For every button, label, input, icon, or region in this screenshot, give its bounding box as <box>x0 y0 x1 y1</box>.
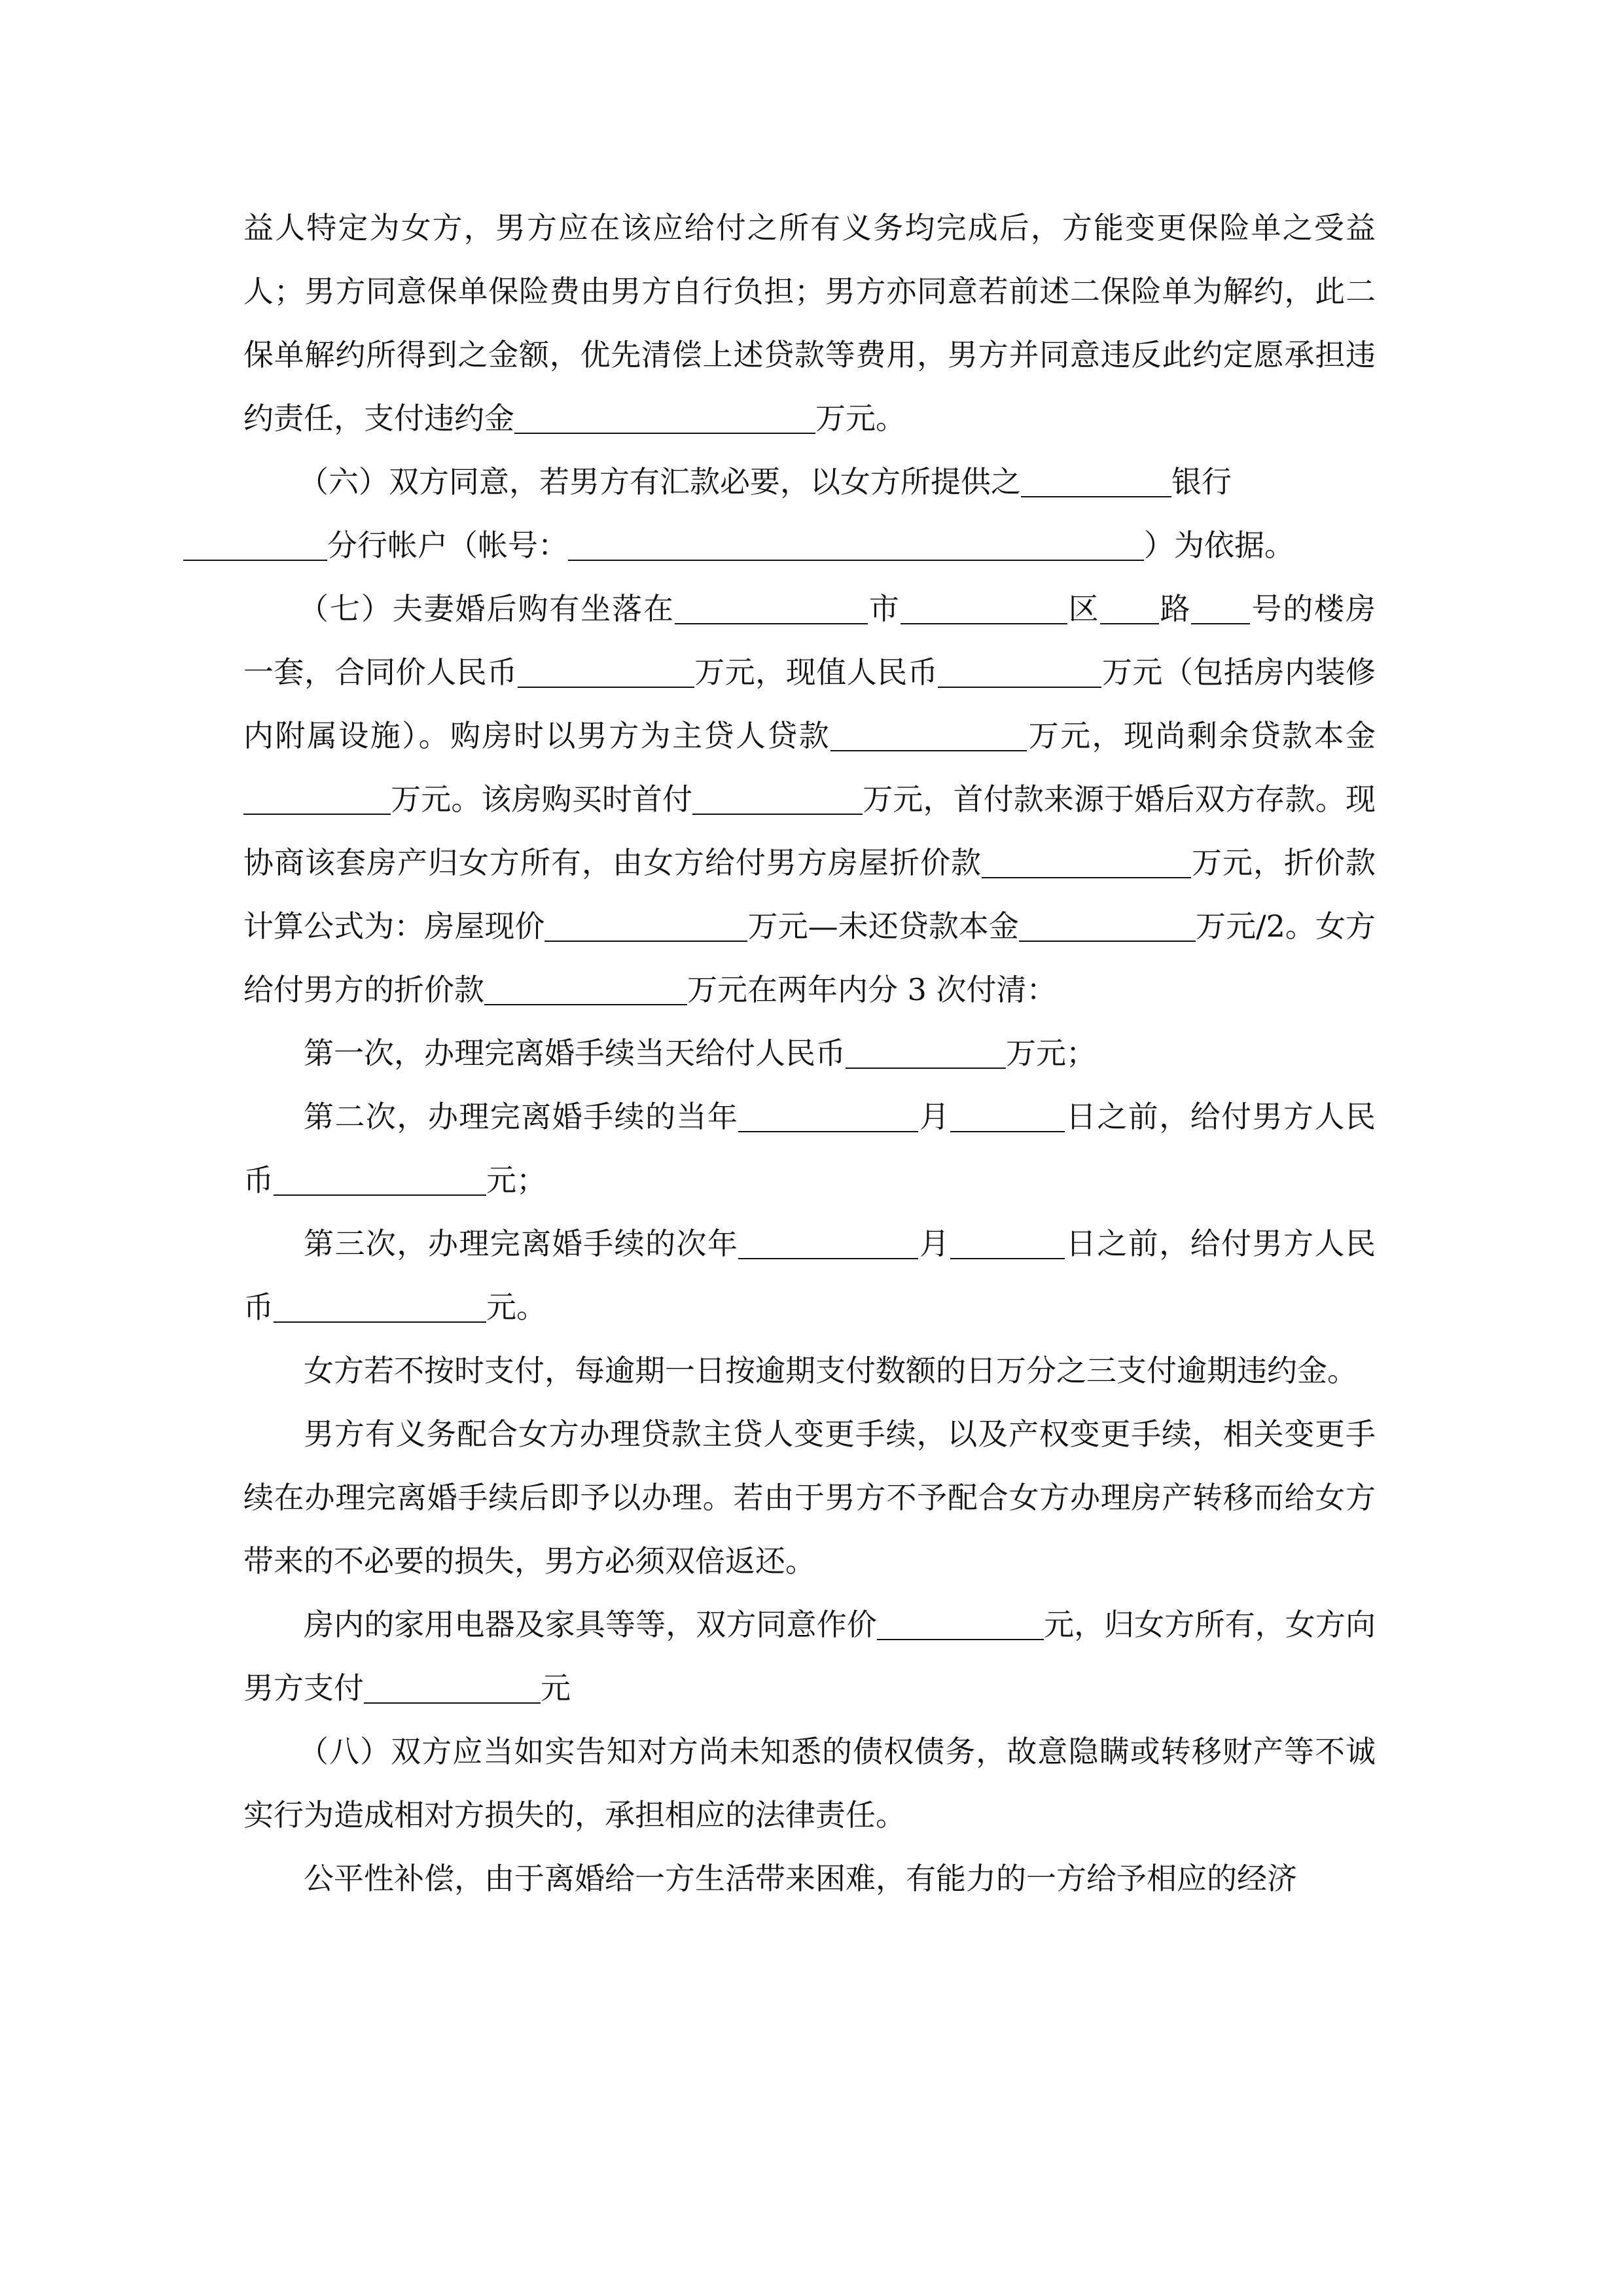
bank-name-blank[interactable] <box>1021 459 1171 497</box>
payment-2-unit: 元； <box>486 1162 546 1198</box>
district-label: 区 <box>1067 591 1100 626</box>
payment-label: 万元/2。女方给付男方的折价款 <box>243 908 1376 1007</box>
formula-label: 万元，折价款计算公式为：房屋现价 <box>243 845 1376 944</box>
payment-3-text: 第三次，办理完离婚手续的次年 <box>304 1226 739 1261</box>
paragraph-cooperation: 男方有义务配合女方办理贷款主贷人变更手续，以及产权变更手续，相关变更手续在办理完离婚手续后即予以办理。若由于男方不予配合女方办理房产转移而给女方带来的不必要的损失，男方必须双倍返还。 <box>243 1416 1376 1579</box>
compensation-label: 万元，首付款来源于婚后双方存款。现协商该套房产归女方所有，由女方给付男方房屋折价款 <box>243 781 1376 880</box>
payment-amount-blank[interactable] <box>484 967 687 1005</box>
payment-2-month-label: 月 <box>918 1099 951 1134</box>
clause-7-text: （七）夫妻婚后购有坐落在 <box>298 591 675 626</box>
payment-1-amount-blank[interactable] <box>846 1031 1006 1069</box>
payment-3-month-blank[interactable] <box>738 1221 918 1259</box>
district-blank[interactable] <box>901 586 1067 624</box>
down-payment-label: 万元。该房购买时首付 <box>391 781 693 817</box>
payment-2 <box>243 1085 1376 1212</box>
unpaid-principal-blank[interactable] <box>1019 904 1196 942</box>
paragraph-compensation: 公平性补偿，由于离婚给一方生活带来困难，有能力的一方给予相应的经济 <box>304 1861 1297 1896</box>
remaining-principal-label: 万元，现尚剩余贷款本金 <box>1027 718 1376 753</box>
clause-6-end: ）为依据。 <box>1144 528 1294 563</box>
payment-1-text: 第一次，办理完离婚手续当天给付人民币 <box>304 1035 846 1071</box>
payment-2-month-blank[interactable] <box>738 1094 918 1132</box>
insurance-text-end: 万元。 <box>815 401 906 436</box>
city-label: 市 <box>867 591 901 626</box>
furniture-unit: 元 <box>541 1670 571 1706</box>
house-number-blank[interactable] <box>1191 586 1250 624</box>
installments-label: 万元在两年内分 3 次付清： <box>687 972 1057 1007</box>
clause-8-text: （八）双方应当如实告知对方尚未知悉的债权债务，故意隐瞒或转移财产等不诚实行为造成相对方损失的，承担相应的法律责任。 <box>243 1734 1376 1833</box>
payment-3-unit: 元。 <box>486 1289 546 1325</box>
clause-6-text: （六）双方同意，若男方有汇款必要，以女方所提供之 <box>298 464 1021 499</box>
city-blank[interactable] <box>675 586 868 624</box>
payment-3-deadline-text: 日之前，给付男方人民币 <box>243 1226 1376 1325</box>
down-payment-blank[interactable] <box>692 777 863 815</box>
paragraph-8-debts <box>243 1720 1376 1847</box>
loan-amount-blank[interactable] <box>830 713 1027 751</box>
furniture-text: 房内的家用电器及家具等等，双方同意作价 <box>304 1607 877 1642</box>
furniture-value-blank[interactable] <box>877 1602 1044 1640</box>
payment-3-month-label: 月 <box>918 1226 951 1261</box>
furniture-pay-blank[interactable] <box>364 1666 541 1704</box>
branch-name-blank[interactable] <box>183 523 327 561</box>
paragraph-insurance-continued <box>243 196 1376 450</box>
unpaid-principal-label: 万元—未还贷款本金 <box>747 908 1019 944</box>
current-value-label: 万元，现值人民币 <box>694 655 938 690</box>
compensation-blank[interactable] <box>982 840 1191 878</box>
contract-price-blank[interactable] <box>518 650 694 688</box>
current-value-blank[interactable] <box>938 650 1101 688</box>
furniture-pay-text: 元，归女方所有，女方向男方支付 <box>243 1607 1376 1706</box>
payment-3-day-blank[interactable] <box>950 1221 1065 1259</box>
contract-price-label: 的楼房一套，合同价人民币 <box>243 591 1376 690</box>
payment-1-unit: 万元； <box>1006 1035 1096 1071</box>
payment-1 <box>243 1022 1376 1085</box>
house-number-label: 号 <box>1250 591 1283 626</box>
remaining-principal-blank[interactable] <box>243 777 391 815</box>
payment-2-deadline-text: 日之前，给付男方人民币 <box>243 1099 1376 1198</box>
payment-2-amount-blank[interactable] <box>274 1158 486 1196</box>
paragraph-late-penalty: 女方若不按时支付，每逾期一日按逾期支付数额的日万分之三支付逾期违约金。 <box>304 1353 1357 1388</box>
house-current-price-blank[interactable] <box>544 904 747 942</box>
paragraph-furniture <box>243 1593 1376 1720</box>
payment-3 <box>243 1212 1376 1339</box>
document-page <box>243 196 1376 1910</box>
clause-6-bank-label: 银行 <box>1171 464 1232 499</box>
penalty-amount-blank[interactable] <box>514 396 815 434</box>
payment-2-text: 第二次，办理完离婚手续的当年 <box>304 1099 739 1134</box>
loan-label: 万元（包括房内装修内附属设施）。购房时以男方为主贷人贷款 <box>243 655 1376 753</box>
paragraph-6-remittance <box>243 450 1376 577</box>
payment-2-day-blank[interactable] <box>950 1094 1065 1132</box>
paragraph-7-property <box>243 577 1376 1022</box>
payment-3-amount-blank[interactable] <box>274 1285 486 1323</box>
insurance-text: 益人特定为女方，男方应在该应给付之所有义务均完成后，方能变更保险单之受益人；男方同意保单保险费由男方自行负担；男方亦同意若前述二保险单为解约，此二保单解约所得到之金额，优先清偿上述贷款等费用，男方并同意违反此约定愿承担违约责任，支付违约金 <box>243 210 1376 436</box>
road-blank[interactable] <box>1100 586 1159 624</box>
clause-6-account-label: 分行帐户（帐号： <box>327 528 568 563</box>
account-number-blank[interactable] <box>568 523 1144 561</box>
road-label: 路 <box>1158 591 1192 626</box>
